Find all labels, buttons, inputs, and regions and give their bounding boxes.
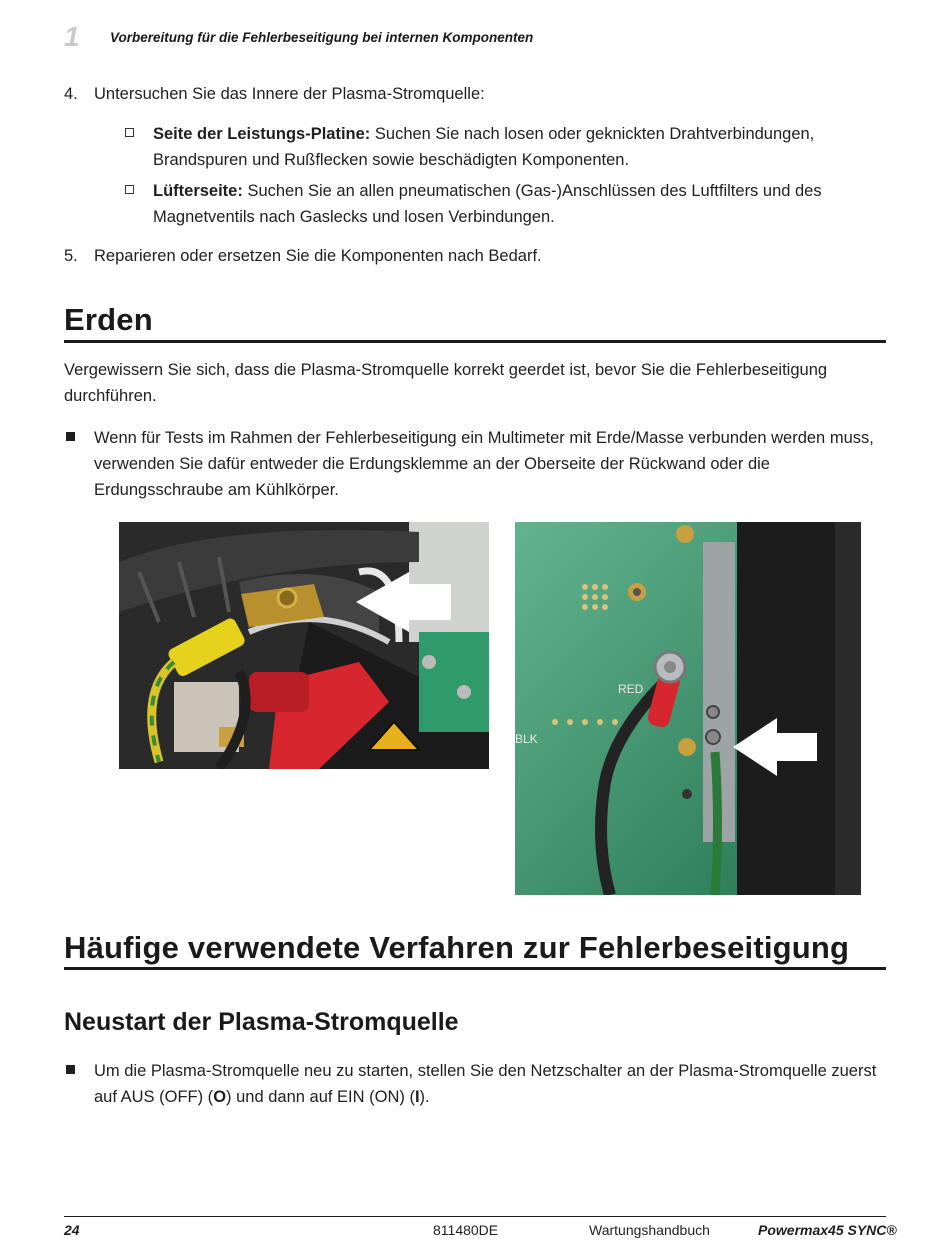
section-heading-verfahren: Häufige verwendete Verfahren zur Fehlerbeseitigung bbox=[64, 930, 850, 965]
pcb-label-blk: BLK bbox=[515, 732, 538, 746]
neustart-text-2: ) und dann auf EIN (ON) ( bbox=[226, 1088, 415, 1106]
erden-bullet: Wenn für Tests im Rahmen der Fehlerbeseitigung ein Multimeter mit Erde/Masse verbunden werden muss, verwenden Sie dafür entweder die Erdungsklemme an der Oberseite der Rückwand oder die Erdungsschraube am Kühlkörper. bbox=[94, 429, 874, 499]
bullet-icon bbox=[66, 432, 75, 441]
sub-item-text: Suchen Sie nach losen oder geknickten Drahtverbindungen, Brandspuren und Rußflecken sowie beschädigten Komponenten. bbox=[153, 125, 815, 169]
bullet-icon bbox=[66, 1065, 75, 1074]
section-rule bbox=[64, 340, 886, 343]
page-header bbox=[64, 22, 533, 52]
sub-item bbox=[153, 178, 893, 230]
erden-intro: Vergewissern Sie sich, dass die Plasma-Stromquelle korrekt geerdet ist, bevor Sie die Fehlerbeseitigung durchführen. bbox=[64, 361, 828, 405]
doc-type: Wartungshandbuch bbox=[589, 1222, 710, 1238]
on-symbol: I bbox=[414, 1088, 420, 1106]
ground-clamp-photo bbox=[119, 522, 489, 769]
chapter-title: Vorbereitung für die Fehlerbeseitigung bei internen Komponenten bbox=[110, 29, 534, 45]
heatsink-ground-photo bbox=[515, 522, 861, 895]
checkbox-bullet bbox=[125, 128, 134, 137]
neustart-bullet bbox=[94, 1058, 886, 1110]
doc-number: 811480DE bbox=[433, 1222, 499, 1238]
footer-rule bbox=[64, 1216, 886, 1217]
sub-item-label: Seite der Leistungs-Platine: bbox=[153, 125, 371, 143]
sub-item-label: Lüfterseite: bbox=[153, 182, 243, 200]
subsection-heading-neustart: Neustart der Plasma-Stromquelle bbox=[64, 1008, 459, 1036]
page-number: 24 bbox=[64, 1222, 80, 1238]
section-heading-erden: Erden bbox=[64, 302, 153, 337]
checkbox-bullet bbox=[125, 185, 134, 194]
chapter-number: 1 bbox=[64, 21, 80, 52]
step-number: 4. bbox=[64, 85, 78, 103]
step-number: 5. bbox=[64, 247, 78, 265]
sub-item-text: Suchen Sie an allen pneumatischen (Gas-)Anschlüssen des Luftfilters und des Magnetventils nach Gaslecks und losen Verbindungen. bbox=[153, 182, 822, 226]
neustart-text-1: Um die Plasma-Stromquelle neu zu starten, stellen Sie den Netzschalter an der Plasma-Stromquelle zuerst auf AUS (OFF) ( bbox=[94, 1062, 877, 1106]
product-name: Powermax45 SYNC® bbox=[758, 1222, 897, 1238]
section-rule bbox=[64, 967, 886, 970]
sub-item bbox=[153, 121, 893, 173]
step-text: Untersuchen Sie das Innere der Plasma-Stromquelle: bbox=[94, 85, 485, 103]
step-text: Reparieren oder ersetzen Sie die Komponenten nach Bedarf. bbox=[94, 247, 542, 265]
off-symbol: O bbox=[213, 1088, 227, 1106]
neustart-text-3: ). bbox=[419, 1088, 430, 1106]
pcb-label-red: RED bbox=[618, 682, 644, 696]
